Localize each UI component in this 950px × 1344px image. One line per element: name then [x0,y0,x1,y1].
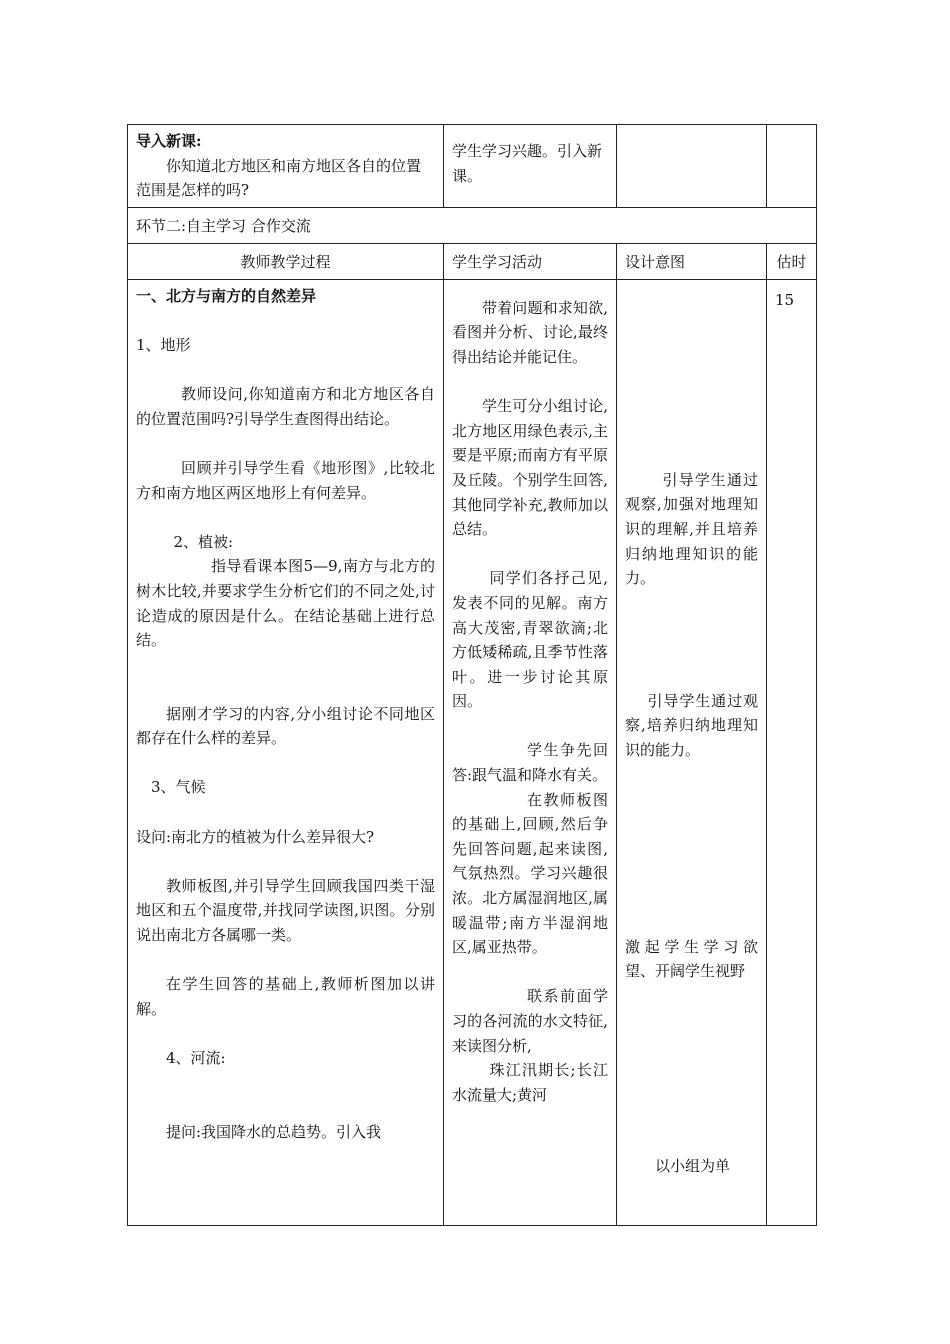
intro-student-text: 学生学习兴趣。引入新课。 [452,142,603,185]
intro-row [128,125,817,208]
teacher-para-3: 指导看课本图5—9,南方与北方的树木比较,并要求学生分析它们的不同之处,讨论造成的原因是什么。在结论基础上进行总结。 [136,557,435,650]
intro-heading: 导入新课: [136,132,202,150]
body-row [128,279,817,1225]
teacher-para-5: 设问:南北方的植被为什么差异很大? [136,827,375,846]
intro-student-cell [444,125,617,208]
teacher-para-1: 教师设问,你知道南方和北方地区各自的位置范围吗?引导学生查图得出结论。 [136,385,435,428]
design-para-3: 激起学生学习欲望、开阔学生视野 [625,937,758,981]
intro-time-cell [767,125,817,208]
teacher-topic-terrain: 1、地形 [136,335,191,354]
teacher-heading: 一、北方与南方的自然差异 [136,286,317,305]
student-para-6a: 联系前面学习的各河流的水文特征,来读图分析, [452,987,608,1055]
header-design: 设计意图 [617,243,767,279]
header-teacher: 教师教学过程 [128,243,444,279]
teacher-para-2: 回顾并引导学生看《地形图》,比较北方和南方地区两区地形上有何差异。 [136,458,435,502]
time-value: 15 [775,290,795,309]
teacher-topic-rivers: 4、河流: [166,1049,226,1067]
header-row [128,243,817,279]
header-time: 估时 [767,243,817,279]
student-para-2: 学生可分小组讨论,北方地区用绿色表示,主要是平原;而南方有平原及丘陵。个别学生回答,其他同学补充,教师加以总结。 [452,397,608,539]
header-student: 学生学习活动 [444,243,617,279]
design-para-2: 引导学生通过观察,培养归纳地理知识的能力。 [625,691,758,759]
teacher-para-8: 提问:我国降水的总趋势。引入我 [166,1122,382,1141]
teacher-para-4: 据刚才学习的内容,分小组讨论不同地区都存在什么样的差异。 [136,704,435,748]
teacher-topic-climate: 3、气候 [151,778,206,797]
intro-design-cell [617,125,767,208]
section-title: 环节二:自主学习 合作交流 [128,207,817,243]
student-para-5: 在教师板图的基础上,回顾,然后争先回答问题,起来读图,气氛热烈。学习兴趣很浓。北方属湿润地区,属暖温带;南方半湿润地区,属亚热带。 [452,790,608,957]
lesson-plan-table [127,124,817,1226]
teacher-para-7: 在学生回答的基础上,教师析图加以讲解。 [136,975,435,1018]
student-para-3: 同学们各抒己见,发表不同的见解。南方高大茂密,青翠欲滴;北方低矮稀疏,且季节性落叶。进一步讨论其原因。 [452,569,608,711]
teacher-topic-vegetation: 2、植被: [173,532,234,551]
design-para-1: 引导学生通过观察,加强对地理知识的理解,并且培养归纳地理知识的能力。 [625,470,758,588]
teacher-process-cell [128,279,444,1225]
design-para-4: 以小组为单 [655,1156,731,1175]
section-row [128,207,817,243]
student-para-1: 带着问题和求知欲,看图并分析、讨论,最终得出结论并能记住。 [452,298,608,366]
design-intent-cell [617,279,767,1225]
intro-question: 你知道北方地区和南方地区各自的位置范围是怎样的吗? [136,156,422,200]
teacher-para-6: 教师板图,并引导学生回顾我国四类干湿地区和五个温度带,并找同学读图,识图。分别说出南北方各属哪一类。 [136,876,435,945]
intro-teacher-cell [128,125,444,208]
student-para-6b: 珠江汛期长;长江水流量大;黄河 [452,1061,608,1104]
student-activity-cell [444,279,617,1225]
time-cell [767,279,817,1225]
student-para-4: 学生争先回答:跟气温和降水有关。 [452,741,608,785]
